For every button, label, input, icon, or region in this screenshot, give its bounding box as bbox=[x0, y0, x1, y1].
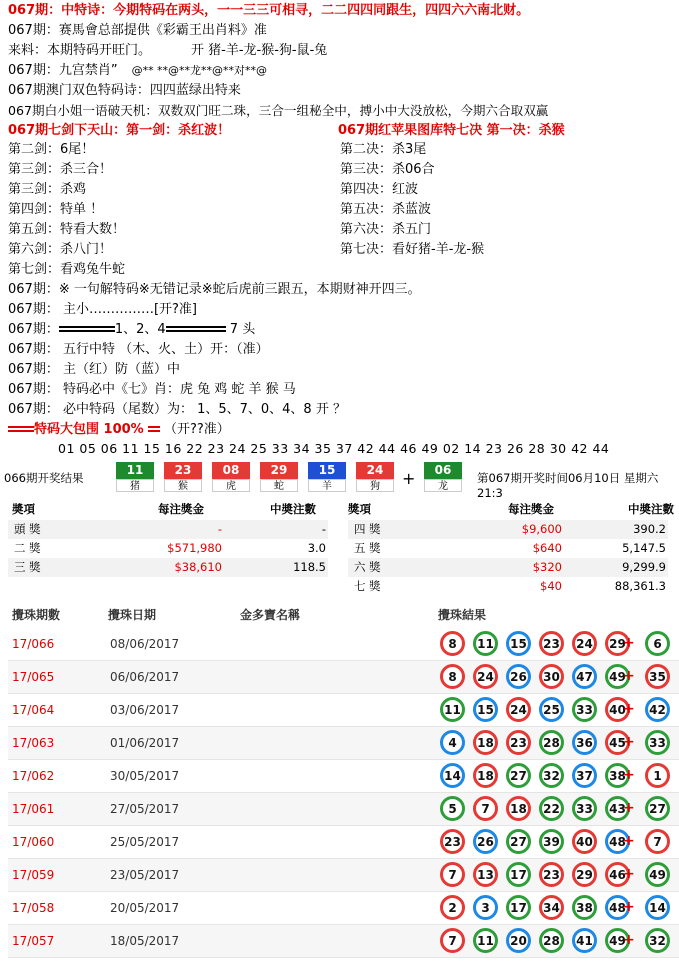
prize-amount: $571,980 bbox=[167, 541, 222, 555]
result-ball: 3 bbox=[473, 895, 498, 920]
history-period: 17/063 bbox=[12, 736, 55, 750]
result-ball: 40 bbox=[605, 697, 630, 722]
result-ball: 7 bbox=[473, 796, 498, 821]
history-period: 17/062 bbox=[12, 769, 55, 783]
prize-header: 奬項 bbox=[12, 502, 35, 516]
macau-line: 067期澳门双色特码诗：四四蓝绿出特来 bbox=[8, 83, 241, 98]
prize-name: 七 獎 bbox=[354, 579, 381, 593]
special-ball: 49 bbox=[645, 862, 670, 887]
result-ball: 48 bbox=[605, 895, 630, 920]
result-ball: 43 bbox=[605, 796, 630, 821]
jue-item: 第七决：看好猪-羊-龙-猴 bbox=[340, 242, 485, 257]
result-ball: 23 bbox=[506, 730, 531, 755]
plus-sign: + bbox=[402, 469, 416, 488]
special-ball: 14 bbox=[645, 895, 670, 920]
prize-amount: - bbox=[217, 522, 222, 536]
next-draw-time: 第067期开奖时间06月10日 星期六21:3 bbox=[477, 471, 659, 500]
sword-item: 第二剑：6尾！ bbox=[8, 142, 95, 157]
prize-count: 118.5 bbox=[293, 560, 326, 574]
head-digits: 1、2、4 bbox=[114, 322, 166, 337]
result-ball: 45 bbox=[605, 730, 630, 755]
plus-sign: + bbox=[623, 866, 635, 882]
jue-item: 第二决：杀3尾 bbox=[340, 142, 427, 157]
result-ball: 38 bbox=[572, 895, 597, 920]
history-header: 金多寶名稱 bbox=[240, 608, 301, 622]
result-ball: 13 bbox=[473, 862, 498, 887]
prize-header: 每注獎金 bbox=[508, 502, 554, 516]
history-period: 17/057 bbox=[12, 934, 55, 948]
forbidden-a: 067期：九宫禁肖” bbox=[8, 63, 118, 78]
history-row bbox=[8, 892, 679, 925]
history-period: 17/064 bbox=[12, 703, 55, 717]
result-ball: 30 bbox=[539, 664, 564, 689]
head-suffix: 7 头 bbox=[229, 322, 256, 337]
result-ball: 20 bbox=[506, 928, 531, 953]
plus-sign: + bbox=[623, 800, 635, 816]
result-ball: 34 bbox=[539, 895, 564, 920]
result-ball: 22 bbox=[539, 796, 564, 821]
history-row bbox=[8, 826, 679, 859]
forbidden-line bbox=[8, 61, 267, 81]
result-ball: 17 bbox=[506, 862, 531, 887]
result-ball: 26 bbox=[473, 829, 498, 854]
red-bars bbox=[8, 426, 34, 434]
prize-name: 五 獎 bbox=[354, 541, 381, 555]
jue-item: 第四决：红波 bbox=[340, 182, 419, 197]
result-ball: 18 bbox=[506, 796, 531, 821]
draw-ball-number: 29 bbox=[260, 462, 298, 479]
draw-ball-number: 23 bbox=[164, 462, 202, 479]
bars-divider bbox=[59, 326, 115, 334]
special-ball: 33 bbox=[645, 730, 670, 755]
draw-ball-zodiac: 龙 bbox=[424, 479, 462, 492]
result-ball: 49 bbox=[605, 664, 630, 689]
history-row bbox=[8, 859, 679, 892]
special-ball: 35 bbox=[645, 664, 670, 689]
result-ball: 28 bbox=[539, 730, 564, 755]
draw-result-bar bbox=[0, 460, 679, 500]
prize-header: 中奬注數 bbox=[270, 502, 316, 516]
plus-sign: + bbox=[623, 668, 635, 684]
history-date: 03/06/2017 bbox=[110, 703, 180, 717]
prize-amount: $9,600 bbox=[521, 522, 562, 536]
riddle-line: 067期：※ 一句解特码※无错记录※蛇后虎前三跟五，本期财神开四三。 bbox=[8, 282, 421, 297]
forbidden-b: @** **@**龙**@**对**@ bbox=[131, 64, 268, 77]
head-line bbox=[8, 320, 255, 340]
draw-ball-number: 24 bbox=[356, 462, 394, 479]
draw-ball bbox=[260, 462, 298, 492]
bars-divider bbox=[166, 326, 226, 334]
plus-sign: + bbox=[623, 833, 635, 849]
result-ball: 37 bbox=[572, 763, 597, 788]
history-row bbox=[8, 925, 679, 958]
result-ball: 14 bbox=[440, 763, 465, 788]
special-ball: 6 bbox=[645, 631, 670, 656]
surround-line bbox=[8, 420, 230, 440]
history-date: 08/06/2017 bbox=[110, 637, 180, 651]
result-ball: 8 bbox=[440, 631, 465, 656]
sword-item: 第三剑：杀鸡 bbox=[8, 182, 87, 197]
plus-sign: + bbox=[623, 734, 635, 750]
prize-header: 獎項 bbox=[348, 502, 371, 516]
result-ball: 15 bbox=[473, 697, 498, 722]
history-period: 17/066 bbox=[12, 637, 55, 651]
history-row bbox=[8, 628, 679, 661]
color-line: 067期： 主（红）防（蓝）中 bbox=[8, 362, 180, 377]
result-ball: 11 bbox=[473, 928, 498, 953]
history-header: 攪珠結果 bbox=[438, 608, 487, 622]
result-ball: 18 bbox=[473, 763, 498, 788]
red-bars bbox=[148, 426, 160, 434]
small-line: 067期： 主小……………[开?准] bbox=[8, 302, 197, 317]
result-ball: 32 bbox=[539, 763, 564, 788]
plus-sign: + bbox=[623, 635, 635, 651]
zodiac-line: 067期： 特码必中《七》肖：虎 兔 鸡 蛇 羊 猴 马 bbox=[8, 382, 296, 397]
result-ball: 17 bbox=[506, 895, 531, 920]
result-ball: 24 bbox=[506, 697, 531, 722]
plus-sign: + bbox=[623, 932, 635, 948]
special-ball: 1 bbox=[645, 763, 670, 788]
special-ball: 7 bbox=[645, 829, 670, 854]
draw-ball-zodiac: 猴 bbox=[164, 479, 202, 492]
draw-ball bbox=[164, 462, 202, 492]
plus-sign: + bbox=[623, 767, 635, 783]
history-row bbox=[8, 727, 679, 760]
sword-item: 第六剑：杀八门！ bbox=[8, 242, 113, 257]
draw-ball-zodiac: 猪 bbox=[116, 479, 154, 492]
history-header: 攪珠期數 bbox=[12, 608, 61, 622]
prize-count: 3.0 bbox=[307, 541, 326, 555]
prize-count: - bbox=[321, 522, 326, 536]
result-ball: 2 bbox=[440, 895, 465, 920]
result-ball: 27 bbox=[506, 829, 531, 854]
history-period: 17/060 bbox=[12, 835, 55, 849]
special-ball: 42 bbox=[645, 697, 670, 722]
result-ball: 7 bbox=[440, 862, 465, 887]
result-ball: 25 bbox=[539, 697, 564, 722]
draw-ball bbox=[116, 462, 154, 492]
number-list: 01 05 06 11 15 16 22 23 24 25 33 34 35 37 42 44 46 49 02 14 23 26 28 30 42 44 bbox=[58, 441, 610, 456]
prize-name: 六 獎 bbox=[354, 560, 381, 574]
result-ball: 49 bbox=[605, 928, 630, 953]
result-ball: 29 bbox=[605, 631, 630, 656]
history-period: 17/059 bbox=[12, 868, 55, 882]
history-period: 17/061 bbox=[12, 802, 55, 816]
sword-item: 第四剑：特单 ！ bbox=[8, 202, 104, 217]
draw-ball-zodiac: 羊 bbox=[308, 479, 346, 492]
draw-ball-zodiac: 蛇 bbox=[260, 479, 298, 492]
result-ball: 27 bbox=[506, 763, 531, 788]
result-ball: 40 bbox=[572, 829, 597, 854]
result-ball: 5 bbox=[440, 796, 465, 821]
special-ball: 27 bbox=[645, 796, 670, 821]
result-ball: 46 bbox=[605, 862, 630, 887]
result-ball: 33 bbox=[572, 697, 597, 722]
history-date: 27/05/2017 bbox=[110, 802, 180, 816]
result-ball: 47 bbox=[572, 664, 597, 689]
result-ball: 38 bbox=[605, 763, 630, 788]
history-date: 30/05/2017 bbox=[110, 769, 180, 783]
prize-name: 三 獎 bbox=[14, 560, 41, 574]
history-row bbox=[8, 694, 679, 727]
history-date: 23/05/2017 bbox=[110, 868, 180, 882]
result-ball: 33 bbox=[572, 796, 597, 821]
draw-ball-zodiac: 狗 bbox=[356, 479, 394, 492]
result-ball: 26 bbox=[506, 664, 531, 689]
result-ball: 8 bbox=[440, 664, 465, 689]
plus-sign: + bbox=[623, 899, 635, 915]
prize-count: 88,361.3 bbox=[614, 579, 666, 593]
poem-line: 067期：中特诗：今期特码在两头，一一三三可相寻，二二四四同跟生，四四六六南北财。 bbox=[8, 3, 530, 18]
sword-item: 第五剑：特看大数！ bbox=[8, 222, 126, 237]
result-ball: 23 bbox=[539, 862, 564, 887]
tail-line: 067期： 必中特码（尾数）为： 1、5、7、0、4、8 开 ？ bbox=[8, 402, 346, 417]
history-row bbox=[8, 793, 679, 826]
source-line: 067期：赛馬會总部提供《彩霸王出肖料》准 bbox=[8, 23, 267, 38]
result-ball: 18 bbox=[473, 730, 498, 755]
result-ball: 41 bbox=[572, 928, 597, 953]
result-ball: 24 bbox=[473, 664, 498, 689]
history-date: 18/05/2017 bbox=[110, 934, 180, 948]
apple-title: 067期红苹果图库特七决 第一决：杀猴 bbox=[338, 123, 565, 138]
source-detail bbox=[8, 41, 327, 61]
history-period: 17/058 bbox=[12, 901, 55, 915]
special-ball: 32 bbox=[645, 928, 670, 953]
draw-ball-number: 15 bbox=[308, 462, 346, 479]
prize-amount: $40 bbox=[540, 579, 562, 593]
surround-label: 特码大包围 100% bbox=[34, 422, 144, 437]
jue-item: 第六决：杀五门 bbox=[340, 222, 432, 237]
draw-label: 066期开奖结果 bbox=[4, 471, 84, 485]
result-ball: 11 bbox=[473, 631, 498, 656]
draw-ball-number: 06 bbox=[424, 462, 462, 479]
prize-header: 每注獎金 bbox=[158, 502, 204, 516]
history-period: 17/065 bbox=[12, 670, 55, 684]
history-date: 01/06/2017 bbox=[110, 736, 180, 750]
prize-header: 中奬注數 bbox=[628, 502, 674, 516]
history-row bbox=[8, 760, 679, 793]
jue-item: 第三决：杀06合 bbox=[340, 162, 435, 177]
result-ball: 28 bbox=[539, 928, 564, 953]
result-ball: 48 bbox=[605, 829, 630, 854]
baixiaojie-line: 067期白小姐一语破天机：双数双门旺二珠，三合一组秘全中，搏小中大没放松，今期六合取双赢 bbox=[8, 103, 549, 118]
draw-ball bbox=[356, 462, 394, 492]
draw-ball bbox=[308, 462, 346, 492]
sword-item: 第七剑：看鸡兔牛蛇 bbox=[8, 262, 126, 277]
result-ball: 7 bbox=[440, 928, 465, 953]
draw-ball bbox=[212, 462, 250, 492]
draw-ball-number: 11 bbox=[116, 462, 154, 479]
history-header: 攪珠日期 bbox=[108, 608, 157, 622]
source-detail-b: 开 猪-羊-龙-猴-狗-鼠-兔 bbox=[191, 43, 328, 58]
result-ball: 29 bbox=[572, 862, 597, 887]
result-ball: 15 bbox=[506, 631, 531, 656]
sword-item: 第三剑：杀三合！ bbox=[8, 162, 113, 177]
element-line: 067期： 五行中特 （木、火、土）开：（准） bbox=[8, 342, 269, 357]
prize-name: 頭 獎 bbox=[14, 522, 41, 536]
source-detail-a: 来料：本期特码开旺门。 bbox=[8, 43, 152, 58]
head-prefix: 067期： bbox=[8, 322, 59, 337]
result-ball: 39 bbox=[539, 829, 564, 854]
prize-count: 5,147.5 bbox=[622, 541, 666, 555]
result-ball: 4 bbox=[440, 730, 465, 755]
jue-item: 第五决：杀蓝波 bbox=[340, 202, 432, 217]
history-date: 06/06/2017 bbox=[110, 670, 180, 684]
prize-amount: $320 bbox=[532, 560, 562, 574]
result-ball: 24 bbox=[572, 631, 597, 656]
history-date: 20/05/2017 bbox=[110, 901, 180, 915]
draw-ball bbox=[424, 462, 462, 492]
plus-sign: + bbox=[623, 701, 635, 717]
draw-ball-zodiac: 虎 bbox=[212, 479, 250, 492]
prize-amount: $38,610 bbox=[174, 560, 222, 574]
history-date: 25/05/2017 bbox=[110, 835, 180, 849]
result-ball: 23 bbox=[539, 631, 564, 656]
result-ball: 11 bbox=[440, 697, 465, 722]
prize-name: 二 獎 bbox=[14, 541, 41, 555]
result-ball: 23 bbox=[440, 829, 465, 854]
sword-title: 067期七剑下天山：第一剑：杀红波！ bbox=[8, 123, 231, 138]
prize-count: 390.2 bbox=[633, 522, 666, 536]
result-ball: 36 bbox=[572, 730, 597, 755]
prize-count: 9,299.9 bbox=[622, 560, 666, 574]
surround-status: （开??准） bbox=[163, 422, 230, 437]
prize-name: 四 獎 bbox=[354, 522, 381, 536]
history-row bbox=[8, 661, 679, 694]
prize-amount: $640 bbox=[532, 541, 562, 555]
draw-ball-number: 08 bbox=[212, 462, 250, 479]
